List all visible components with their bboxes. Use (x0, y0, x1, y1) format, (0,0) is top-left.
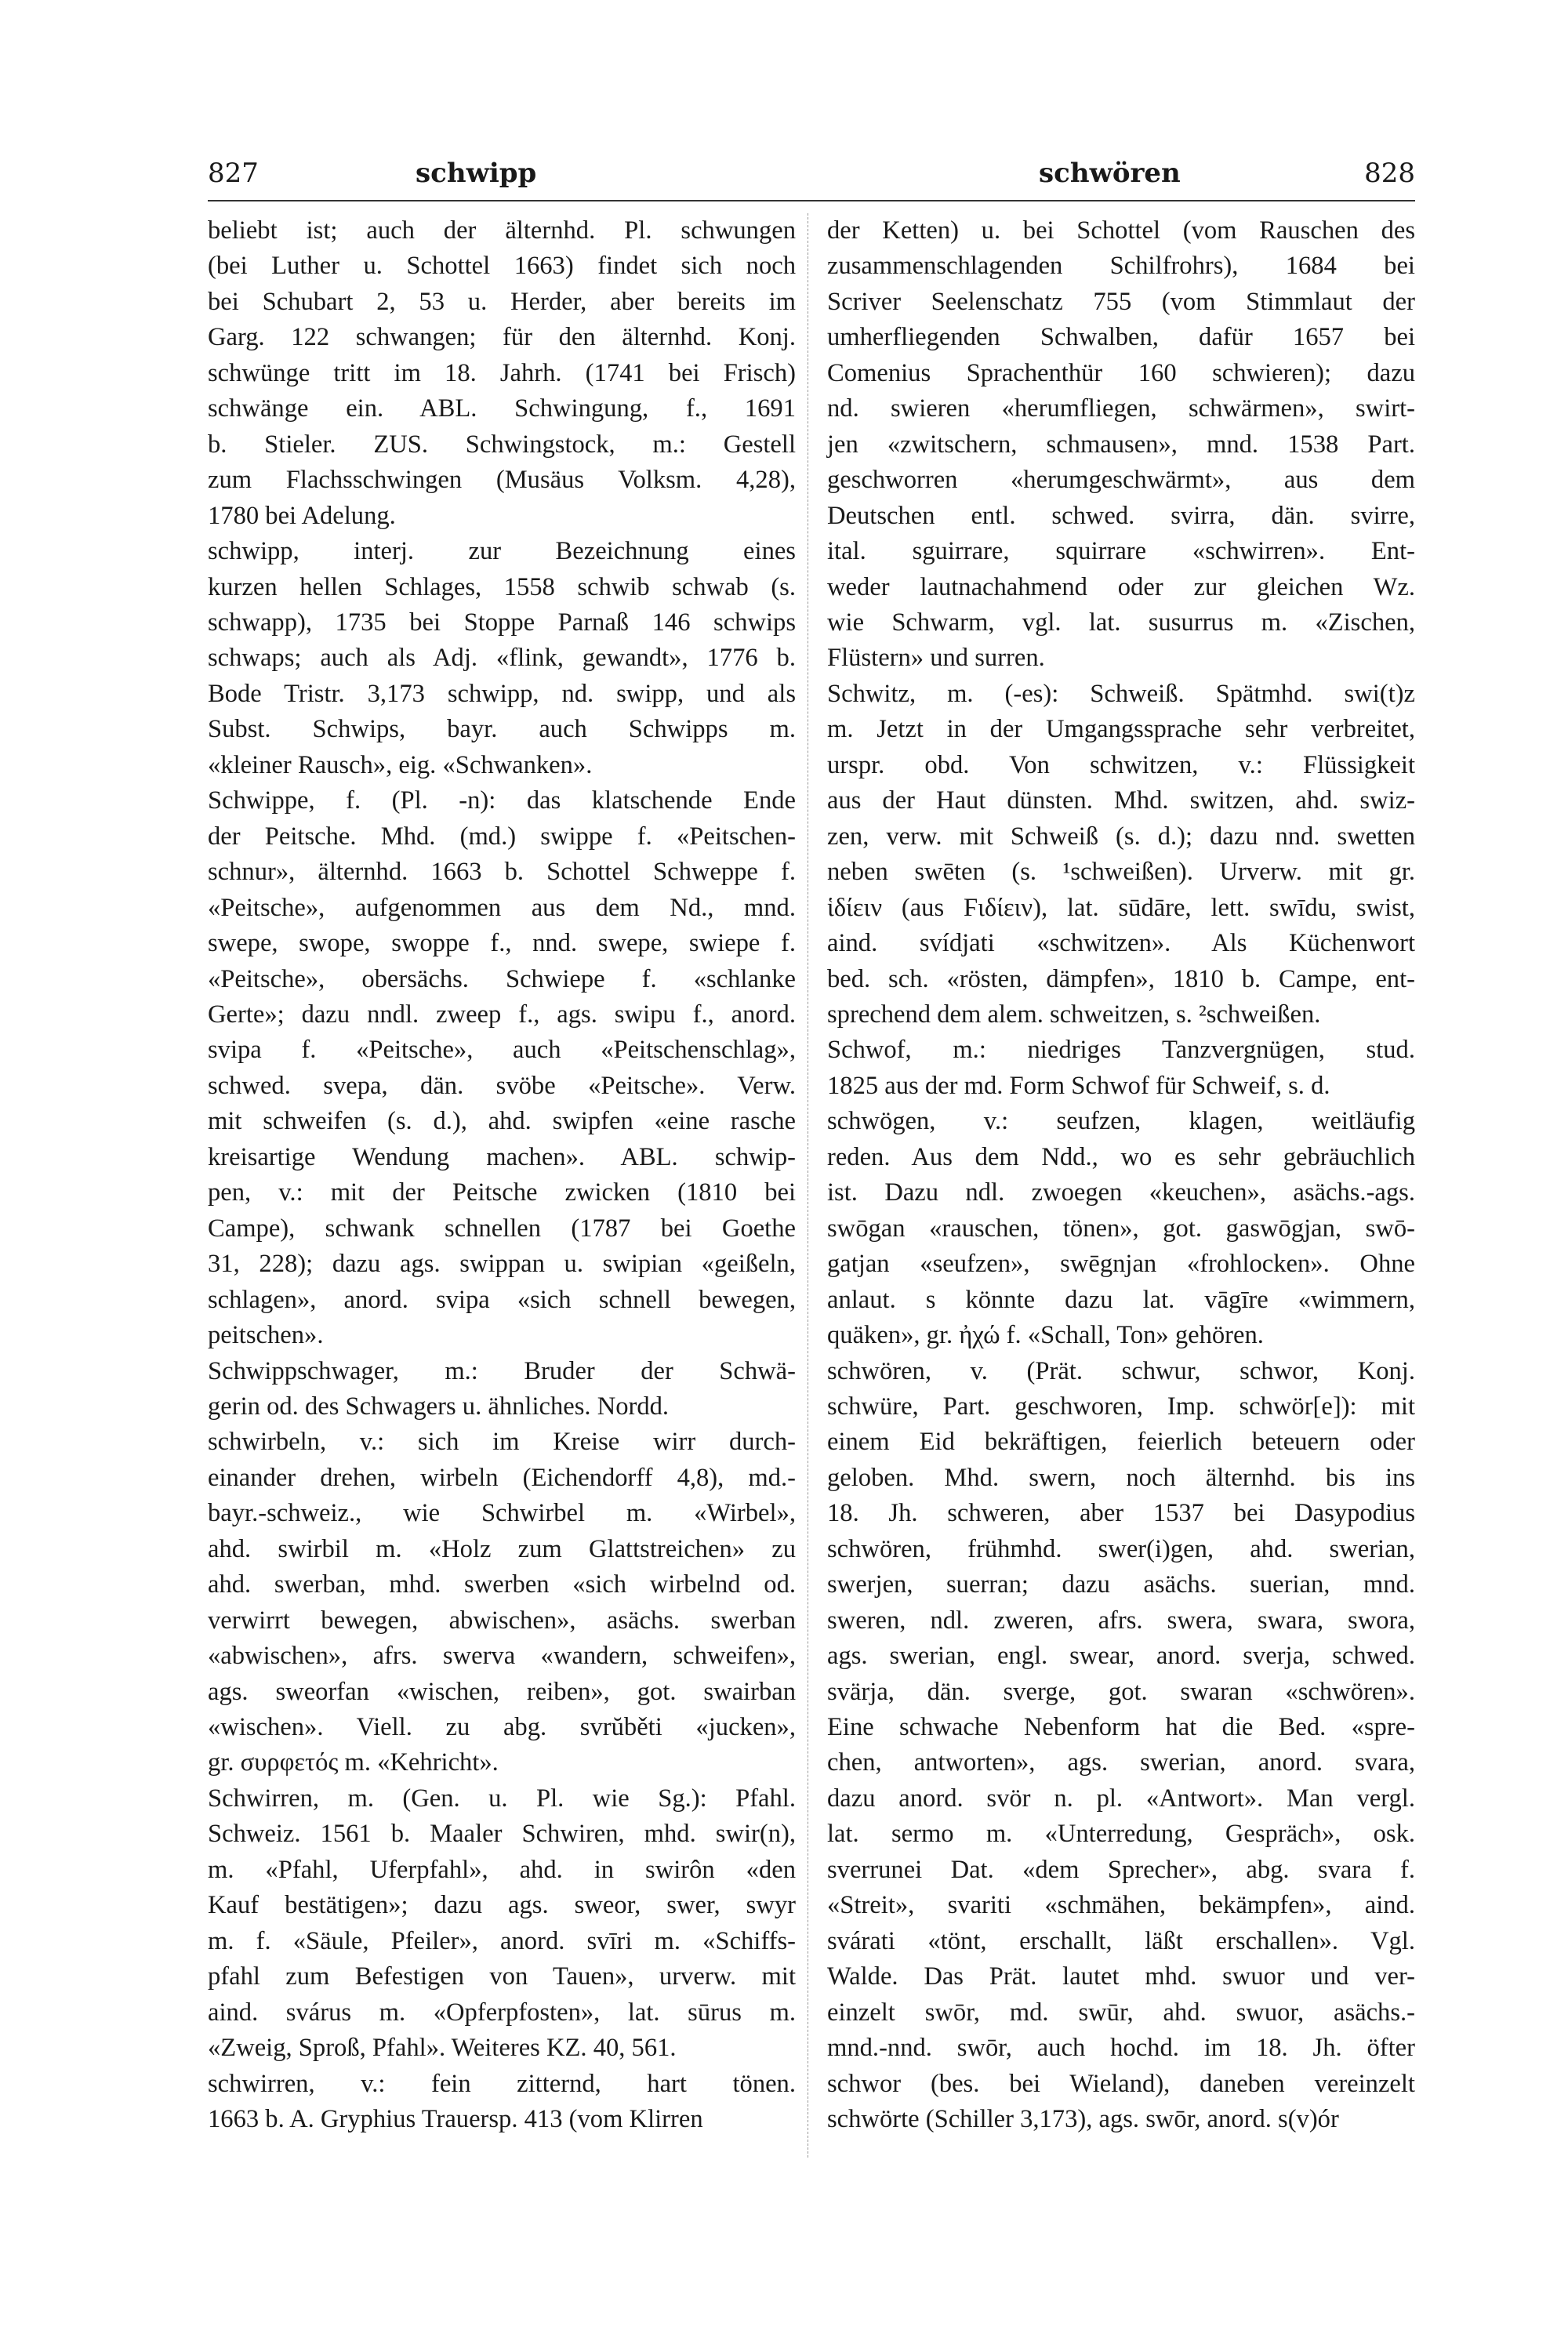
text-line: bei Schubart 2, 53 u. Herder, aber bereits im (208, 287, 796, 316)
text-line: sweren, ndl. zweren, afrs. swera, swara, swora, (827, 1606, 1415, 1635)
text-line: zum Flachsschwingen (Musäus Volksm. 4,28), (208, 466, 796, 495)
text-line: b. Stieler. ZUS. Schwingstock, m.: Gestell (208, 430, 796, 459)
text-line: Kauf bestätigen»; dazu ags. sweor, swer, swyr (208, 1891, 796, 1920)
text-line: Schwippschwager, m.: Bruder der Schwä- (208, 1356, 796, 1385)
text-line: «Peitsche», obersächs. Schwiepe f. «schlanke (208, 964, 796, 993)
text-line: chen, antworten», ags. swerian, anord. svara, (827, 1748, 1415, 1777)
text-line: mnd.-nnd. swōr, auch hochd. im 18. Jh. öfter (827, 2034, 1415, 2063)
text-line: svärja, dän. sverge, got. swaran «schwören». (827, 1677, 1415, 1706)
text-line: 1663 b. A. Gryphius Trauersp. 413 (vom Klirren (208, 2105, 703, 2134)
text-line: schwor (bes. bei Wieland), daneben vereinzelt (827, 2069, 1415, 2098)
text-line: schwaps; auch als Adj. «flink, gewandt», 1776 b. (208, 644, 796, 673)
text-line: 1780 bei Adelung. (208, 501, 396, 530)
text-line: Garg. 122 schwangen; für den älternhd. Konj. (208, 323, 796, 352)
text-line: 1825 aus der md. Form Schwof für Schweif, s. d. (827, 1071, 1330, 1100)
text-line: sprechend dem alem. schweitzen, s. ²schweißen. (827, 1000, 1321, 1029)
text-line: schwören, v. (Prät. schwur, schwor, Konj. (827, 1356, 1415, 1385)
text-line: peitschen». (208, 1321, 324, 1350)
text-line: schwören, frühmhd. swer(i)gen, ahd. swerian, (827, 1534, 1415, 1563)
text-line: svipa f. «Peitsche», auch «Peitschenschlag», (208, 1036, 796, 1065)
text-line: bed. sch. «rösten, dämpfen», 1810 b. Campe, ent- (827, 964, 1415, 993)
text-line: Bode Tristr. 3,173 schwipp, nd. swipp, und als (208, 679, 796, 708)
text-line: schwänge ein. ABL. Schwingung, f., 1691 (208, 394, 796, 423)
text-line: verwirrt bewegen, abwischen», asächs. swerban (208, 1606, 796, 1635)
header-keyword-left: schwipp (416, 158, 537, 189)
text-line: Walde. Das Prät. lautet mhd. swuor und ver- (827, 1962, 1415, 1991)
header-keyword-right: schwören (1039, 158, 1181, 189)
text-line: 31, 228); dazu ags. swippan u. swipian «geißeln, (208, 1250, 796, 1279)
text-line: ahd. swirbil m. «Holz zum Glattstreichen» zu (208, 1534, 796, 1563)
text-line: schwüre, Part. geschworen, Imp. schwör[e]): mit (827, 1392, 1415, 1421)
text-line: einzelt swōr, md. swūr, ahd. swuor, asächs.- (827, 1998, 1415, 2027)
text-line: swepe, swope, swoppe f., nnd. swepe, swiepe f. (208, 929, 796, 958)
text-line: schwirbeln, v.: sich im Kreise wirr durch- (208, 1428, 796, 1457)
text-line: swōgan «rauschen, tönen», got. gaswōgjan, swō- (827, 1214, 1415, 1243)
text-line: m. Jetzt in der Umgangssprache sehr verbreitet, (827, 715, 1415, 744)
text-line: quäken», gr. ἠχώ f. «Schall, Ton» gehören. (827, 1321, 1264, 1350)
text-line: dazu anord. svör n. pl. «Antwort». Man vergl. (827, 1784, 1415, 1813)
text-line: (bei Luther u. Schottel 1663) findet sich noch (208, 252, 796, 281)
text-line: Eine schwache Nebenform hat die Bed. «spre- (827, 1713, 1415, 1742)
text-line: Comenius Sprachenthür 160 schwieren); dazu (827, 358, 1415, 387)
text-line: «Zweig, Sproß, Pfahl». Weiteres KZ. 40, 561. (208, 2034, 677, 2063)
column-divider (808, 213, 809, 2158)
text-line: «kleiner Rausch», eig. «Schwanken». (208, 750, 593, 779)
text-line: jen «zwitschern, schmausen», mnd. 1538 Part. (827, 430, 1415, 459)
text-line: ital. sguirrare, squirrare «schwirren». Ent- (827, 537, 1415, 566)
text-line: neben swēten (s. ¹schweißen). Urverw. mit gr. (827, 858, 1415, 887)
text-line: aus der Haut dünsten. Mhd. switzen, ahd. swiz- (827, 786, 1415, 815)
text-line: kurzen hellen Schlages, 1558 schwib schwab (s. (208, 572, 796, 601)
text-line: nd. swieren «herumfliegen, schwärmen», swirt- (827, 394, 1415, 423)
text-line: reden. Aus dem Ndd., wo es sehr gebräuchlich (827, 1142, 1415, 1171)
page-number-left: 827 (208, 158, 259, 189)
text-line: geschworren «herumgeschwärmt», aus dem (827, 466, 1415, 495)
text-line: ahd. swerban, mhd. swerben «sich wirbelnd od. (208, 1570, 796, 1599)
text-line: Deutschen entl. schwed. svirra, dän. svirre, (827, 501, 1415, 530)
text-line: gr. συρφετός m. «Kehricht». (208, 1748, 499, 1777)
text-line: schwörte (Schiller 3,173), ags. swōr, anord. s(v)ór (827, 2105, 1339, 2134)
text-line: Schwippe, f. (Pl. -n): das klatschende Ende (208, 786, 796, 815)
text-line: schwipp, interj. zur Bezeichnung eines (208, 537, 796, 566)
text-line: Flüstern» und surren. (827, 644, 1045, 673)
text-line: svárati «tönt, erschallt, läßt erschallen». Vgl. (827, 1926, 1415, 1955)
text-line: bayr.-schweiz., wie Schwirbel m. «Wirbel», (208, 1499, 796, 1528)
text-line: m. f. «Säule, Pfeiler», anord. svīri m. «Schiffs- (208, 1926, 796, 1955)
text-line: urspr. obd. Von schwitzen, v.: Flüssigkeit (827, 750, 1415, 779)
text-line: schnur», älternhd. 1663 b. Schottel Schweppe f. (208, 858, 796, 887)
text-line: ags. swerian, engl. swear, anord. sverja, schwed. (827, 1642, 1415, 1671)
text-line: einander drehen, wirbeln (Eichendorff 4,8), md.- (208, 1463, 796, 1492)
text-line: kreisartige Wendung machen». ABL. schwip- (208, 1142, 796, 1171)
text-line: weder lautnachahmend oder zur gleichen Wz. (827, 572, 1415, 601)
text-line: 18. Jh. schweren, aber 1537 bei Dasypodius (827, 1499, 1415, 1528)
text-line: Campe), schwank schnellen (1787 bei Goethe (208, 1214, 796, 1243)
text-line: pfahl zum Befestigen von Tauen», urverw. mit (208, 1962, 796, 1991)
text-line: beliebt ist; auch der älternhd. Pl. schwungen (208, 216, 796, 245)
text-line: Scriver Seelenschatz 755 (vom Stimmlaut der (827, 287, 1415, 316)
text-line: der Ketten) u. bei Schottel (vom Rauschen des (827, 216, 1415, 245)
text-line: aind. svárus m. «Opferpfosten», lat. sūrus m. (208, 1998, 796, 2027)
text-line: aind. svídjati «schwitzen». Als Küchenwort (827, 929, 1415, 958)
text-line: zen, verw. mit Schweiß (s. d.); dazu nnd. swetten (827, 822, 1415, 851)
text-line: swerjen, suerran; dazu asächs. suerian, mnd. (827, 1570, 1415, 1599)
text-line: sverrunei Dat. «dem Sprecher», abg. svara f. (827, 1855, 1415, 1884)
text-line: «wischen». Viell. zu abg. svrŭběti «jucken», (208, 1713, 796, 1742)
text-line: schwünge tritt im 18. Jahrh. (1741 bei Frisch) (208, 358, 796, 387)
text-line: «Streit», svariti «schmähen, bekämpfen», aind. (827, 1891, 1415, 1920)
text-line: wie Schwarm, vgl. lat. susurrus m. «Zischen, (827, 608, 1415, 637)
text-line: mit schweifen (s. d.), ahd. swipfen «eine rasche (208, 1107, 796, 1136)
text-line: zusammenschlagenden Schilfrohrs), 1684 bei (827, 252, 1415, 281)
text-line: geloben. Mhd. swern, noch älternhd. bis ins (827, 1463, 1415, 1492)
text-line: schwögen, v.: seufzen, klagen, weitläufig (827, 1107, 1415, 1136)
text-line: «Peitsche», aufgenommen aus dem Nd., mnd. (208, 893, 796, 922)
text-line: «abwischen», afrs. swerva «wandern, schweifen», (208, 1642, 796, 1671)
text-line: schlagen», anord. svipa «sich schnell bewegen, (208, 1285, 796, 1314)
text-line: Subst. Schwips, bayr. auch Schwipps m. (208, 715, 796, 744)
text-line: lat. sermo m. «Unterredung, Gespräch», osk. (827, 1820, 1415, 1849)
right-column (827, 213, 1415, 2137)
text-line: ags. sweorfan «wischen, reiben», got. swairban (208, 1677, 796, 1706)
text-line: Schwof, m.: niedriges Tanzvergnügen, stud. (827, 1036, 1415, 1065)
text-line: ἱδίειν (aus Ϝιδίειν), lat. sūdāre, lett. swīdu, swist, (827, 893, 1415, 922)
text-line: schwapp), 1735 bei Stoppe Parnaß 146 schwips (208, 608, 796, 637)
text-line: Gerte»; dazu nndl. zweep f., ags. swipu f., anord. (208, 1000, 796, 1029)
text-line: Schwitz, m. (-es): Schweiß. Spätmhd. swi(t)z (827, 679, 1415, 708)
running-header (208, 153, 1415, 201)
text-line: schwirren, v.: fein zitternd, hart tönen. (208, 2069, 796, 2098)
text-line: ist. Dazu ndl. zwoegen «keuchen», asächs.-ags. (827, 1178, 1415, 1207)
text-line: pen, v.: mit der Peitsche zwicken (1810 bei (208, 1178, 796, 1207)
text-line: anlaut. s könnte dazu lat. vāgīre «wimmern, (827, 1285, 1415, 1314)
text-line: gatjan «seufzen», swēgnjan «frohlocken». Ohne (827, 1250, 1415, 1279)
text-line: einem Eid bekräftigen, feierlich beteuern oder (827, 1428, 1415, 1457)
left-column (208, 213, 796, 2137)
text-line: Schwirren, m. (Gen. u. Pl. wie Sg.): Pfahl. (208, 1784, 796, 1813)
text-line: der Peitsche. Mhd. (md.) swippe f. «Peitschen- (208, 822, 796, 851)
text-line: umherfliegenden Schwalben, dafür 1657 bei (827, 323, 1415, 352)
text-line: Schweiz. 1561 b. Maaler Schwiren, mhd. swir(n), (208, 1820, 796, 1849)
page-number-right: 828 (1364, 158, 1415, 189)
text-line: gerin od. des Schwagers u. ähnliches. Nordd. (208, 1392, 670, 1421)
text-line: m. «Pfahl, Uferpfahl», ahd. in swirôn «den (208, 1855, 796, 1884)
text-line: schwed. svepa, dän. svöbe «Peitsche». Verw. (208, 1071, 796, 1100)
